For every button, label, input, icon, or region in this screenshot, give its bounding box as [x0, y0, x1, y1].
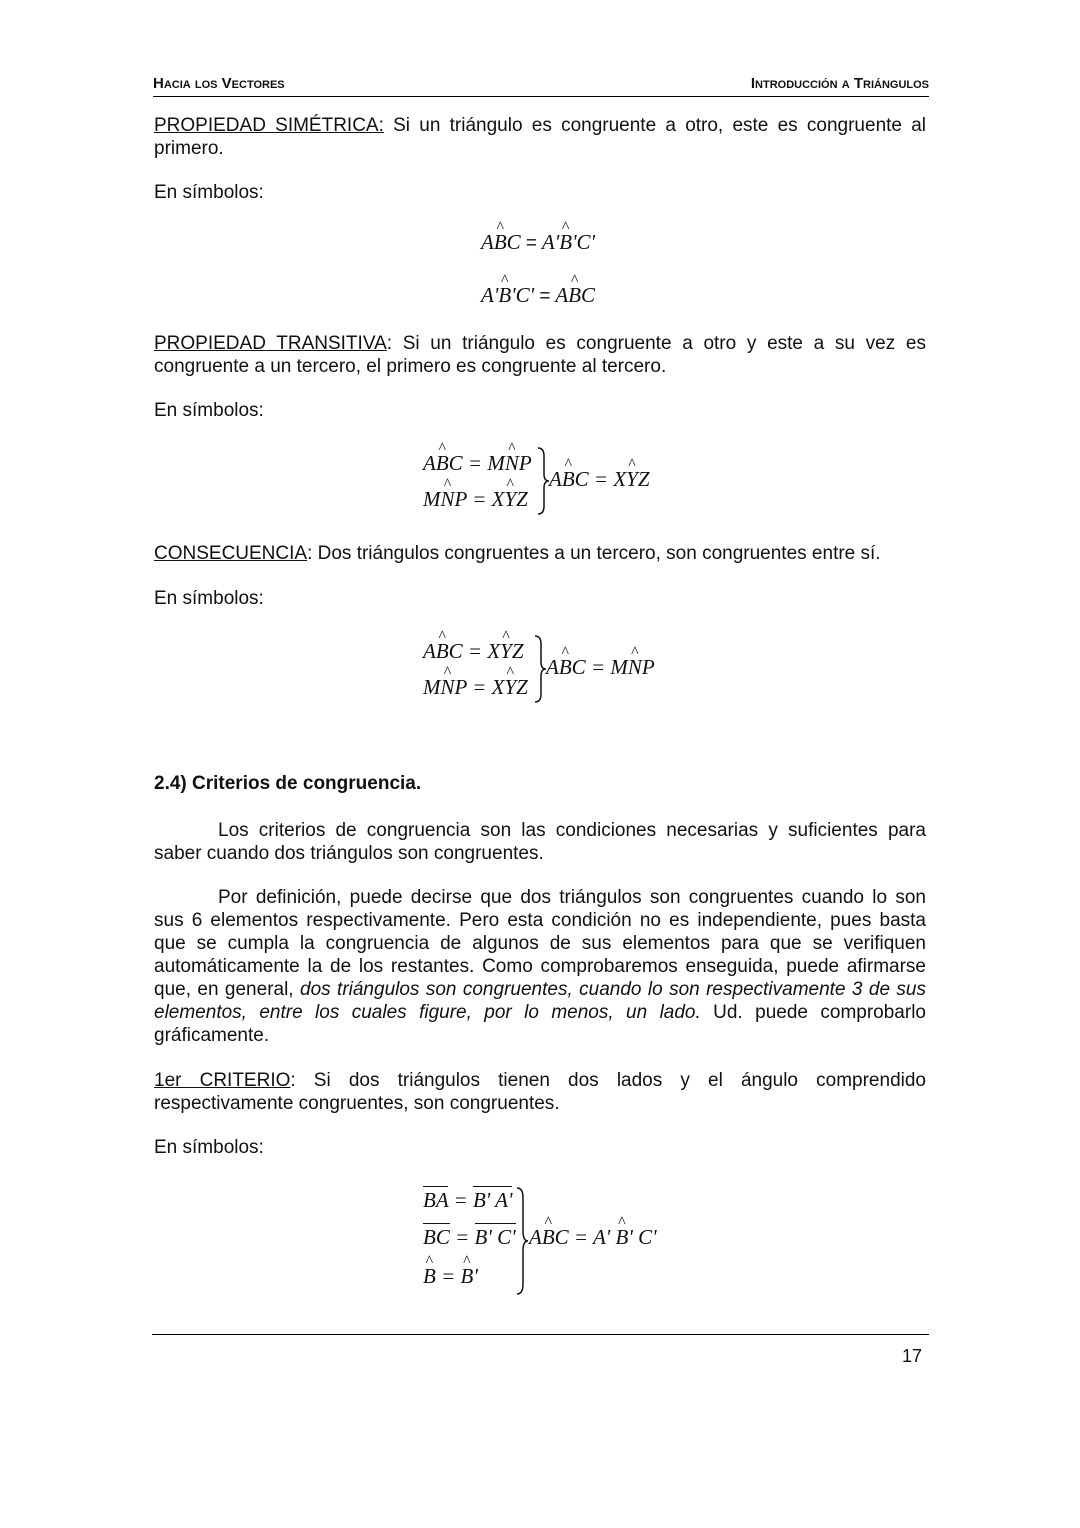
- consecuencia-symbols-label: En símbolos:: [154, 588, 264, 609]
- section-p2-start: Por definición, puede decirse que dos triángulos son congruentes cuando lo son sus 6 elementos respectivamente. Pero esta condición no es independiente, pues basta que se cumpla la congruencia de algunos de sus elementos para que se verifiquen automáticamente la de los restantes. Como comprobaremos enseguida, puede afirmarse que, en general,: [154, 887, 926, 1000]
- transitiva-text: : Si un triángulo es congruente a otro y este a su vez es congruente a un tercero, el primero es congruente al tercero.: [154, 333, 926, 377]
- transitiva-result: A^ BC = X^ YZ: [549, 467, 650, 492]
- criterio1-symbols-label: En símbolos:: [154, 1137, 264, 1158]
- page-number: 17: [902, 1346, 923, 1366]
- criterio1-brace: [515, 1186, 529, 1296]
- consecuencia-text: : Dos triángulos congruentes a un tercero, son congruentes entre sí.: [307, 543, 881, 564]
- consecuencia-line2: M^ NP = X^ YZ: [423, 675, 528, 700]
- section-p2-italic: dos triángulos son congruentes, cuando lo son respectivamente 3 de sus elementos, entre los cuales figure, por lo menos, un lado.: [154, 979, 926, 1023]
- header-right-title: Introducción a Triángulos: [750, 75, 929, 92]
- page-header: [153, 72, 929, 97]
- simetrica-paragraph: [154, 114, 926, 160]
- consecuencia-paragraph: [154, 542, 926, 565]
- criterio1-paragraph: [154, 1069, 926, 1115]
- header-left-title: Hacia los Vectores: [153, 75, 285, 92]
- transitiva-line2: M^ NP = X^ YZ: [423, 487, 528, 512]
- simetrica-label: PROPIEDAD SIMÉTRICA:: [154, 115, 384, 136]
- criterio1-line2: BC = B' C': [423, 1225, 516, 1249]
- simetrica-text: Si un triángulo es congruente a otro, este es congruente al primero.: [154, 115, 927, 159]
- transitiva-paragraph: [154, 332, 926, 378]
- section-paragraph-1: Los criterios de congruencia son las condiciones necesarias y suficientes para saber cuando dos triángulos son congruentes.: [154, 820, 926, 864]
- transitiva-brace: [536, 446, 550, 516]
- transitiva-symbols-label: En símbolos:: [154, 400, 264, 421]
- simetrica-eq1: A^ BC = A'^ B'C': [481, 230, 595, 255]
- criterio1-line3: ^ B = ^ B': [423, 1264, 478, 1289]
- section-paragraph-2: [154, 886, 926, 1047]
- consecuencia-result: A^ BC = M^ NP: [546, 655, 655, 680]
- criterio1-result: A^ BC = A' ^ B' C': [529, 1225, 657, 1250]
- consecuencia-label: CONSECUENCIA: [154, 543, 308, 564]
- consecuencia-brace: [533, 634, 547, 704]
- transitiva-line1: A^ BC = M^ NP: [423, 451, 532, 476]
- criterio1-text: : Si dos triángulos tienen dos lados y el ángulo comprendido respectivamente congruentes, son congruentes.: [154, 1070, 926, 1114]
- consecuencia-line1: A^ BC = X^ YZ: [423, 639, 524, 664]
- transitiva-label: PROPIEDAD TRANSITIVA: [154, 333, 387, 354]
- simetrica-eq2: A'^ B'C' = A^ BC: [481, 283, 595, 308]
- footer-rule: [152, 1334, 929, 1335]
- criterio1-label: 1er CRITERIO: [154, 1070, 291, 1091]
- section-p2-end: Ud. puede comprobarlo gráficamente.: [154, 1002, 926, 1046]
- section-heading: 2.4) Criterios de congruencia.: [154, 773, 422, 794]
- simetrica-symbols-label: En símbolos:: [154, 182, 264, 203]
- criterio1-line1: BA = B' A': [423, 1188, 513, 1212]
